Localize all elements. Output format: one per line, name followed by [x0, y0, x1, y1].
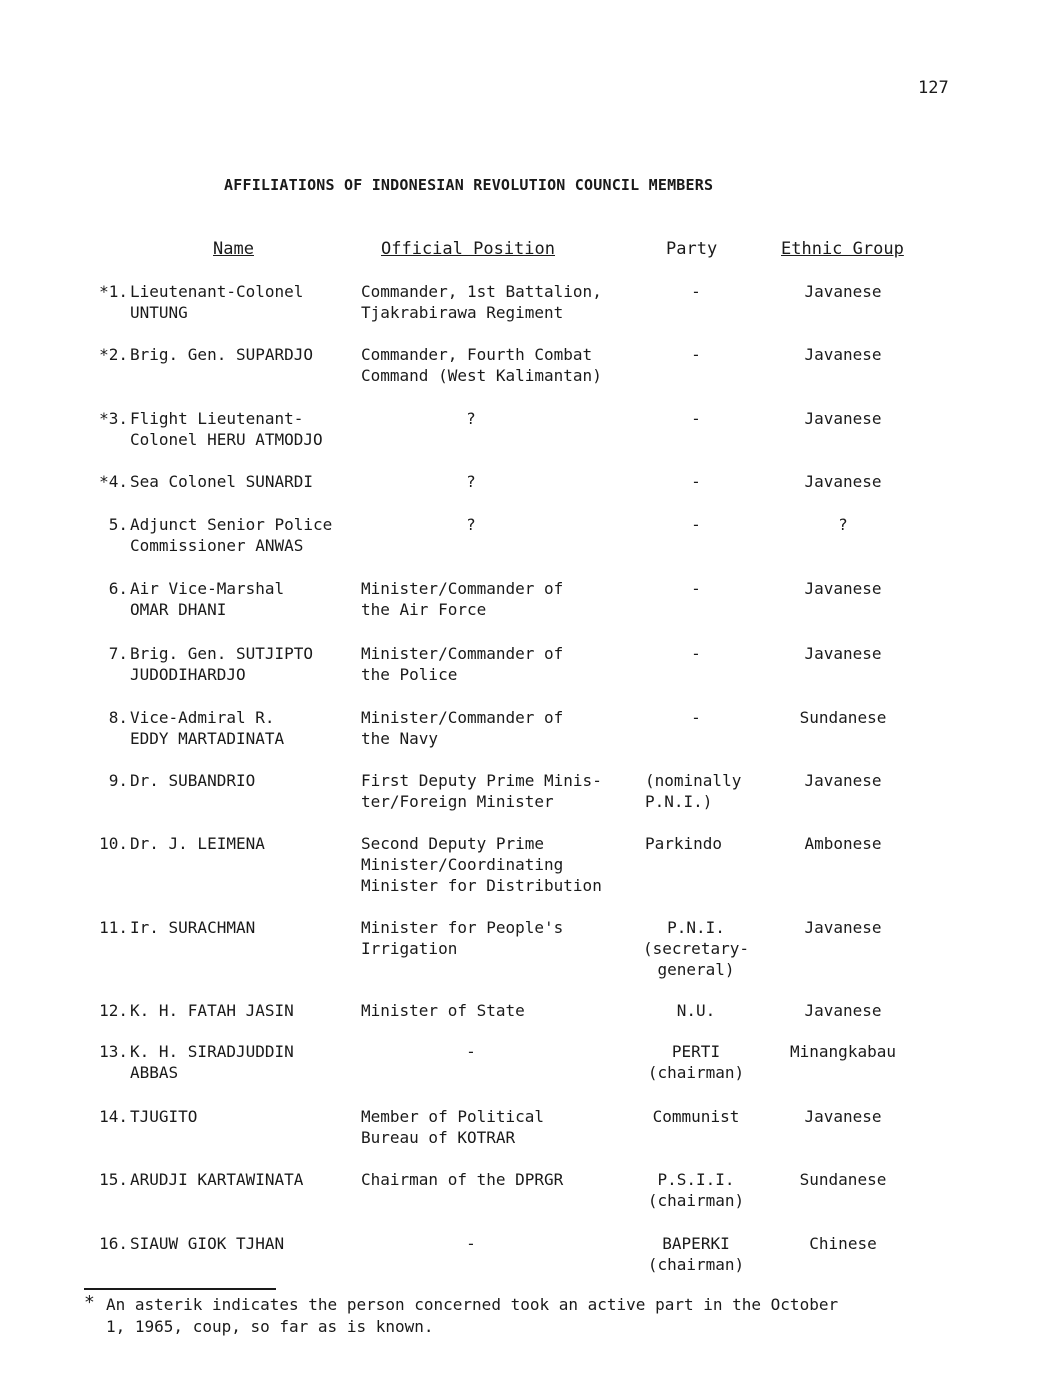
member-name: Lieutenant-Colonel UNTUNG — [130, 282, 304, 322]
party: - — [691, 282, 701, 301]
footnote-text: An asterik indicates the person concerned took an active part in the October 1, 1965, coup, so far as is known. — [106, 1295, 839, 1336]
official-position: Commander, Fourth Combat Command (West Kalimantan) — [361, 345, 602, 385]
page-number: 127 — [918, 78, 949, 98]
member-name: Flight Lieutenant- Colonel HERU ATMODJO — [130, 409, 323, 449]
party: BAPERKI (chairman) — [647, 1234, 745, 1274]
official-position: Minister/Commander of the Air Force — [361, 579, 564, 619]
ethnic-group: Javanese — [804, 918, 882, 937]
ethnic-group: Chinese — [809, 1234, 877, 1253]
party: - — [691, 345, 701, 364]
official-position: ? — [466, 472, 476, 491]
ethnic-group: Javanese — [804, 771, 882, 790]
ethnic-group: Javanese — [804, 1107, 882, 1126]
party: - — [691, 515, 701, 534]
footnote-asterisk: * — [84, 1292, 95, 1313]
row-number: *3. — [99, 409, 128, 428]
document-title: AFFILIATIONS OF INDONESIAN REVOLUTION COUNCIL MEMBERS — [224, 176, 714, 194]
official-position: Minister/Commander of the Navy — [361, 708, 564, 748]
member-name: TJUGITO — [130, 1107, 198, 1126]
member-name: Adjunct Senior Police Commissioner ANWAS — [130, 515, 333, 555]
member-name: Air Vice-Marshal OMAR DHANI — [130, 579, 285, 619]
ethnic-group: Ambonese — [804, 834, 882, 853]
ethnic-group: ? — [838, 515, 848, 534]
ethnic-group: Sundanese — [799, 708, 887, 727]
row-number: 13. — [99, 1042, 128, 1061]
member-name: Vice-Admiral R. EDDY MARTADINATA — [130, 708, 285, 748]
member-name: K. H. SIRADJUDDIN ABBAS — [130, 1042, 294, 1082]
member-name: Ir. SURACHMAN — [130, 918, 256, 937]
member-name: Sea Colonel SUNARDI — [130, 472, 314, 491]
row-number: *4. — [99, 472, 128, 491]
official-position: Second Deputy Prime Minister/Coordinating Minister for Distribution — [361, 834, 602, 895]
row-number: 11. — [99, 918, 128, 937]
official-position: ? — [466, 409, 476, 428]
official-position: Member of Political Bureau of KOTRAR — [361, 1107, 545, 1147]
party: - — [691, 472, 701, 491]
ethnic-group: Minangkabau — [790, 1042, 896, 1061]
row-number: 9. — [108, 771, 128, 790]
row-number: 15. — [99, 1170, 128, 1189]
official-position: - — [466, 1234, 476, 1253]
row-number: *1. — [99, 282, 128, 301]
row-number: 7. — [108, 644, 128, 663]
row-number: 5. — [108, 515, 128, 534]
party: - — [691, 579, 701, 598]
member-name: Brig. Gen. SUPARDJO — [130, 345, 314, 364]
row-number: 16. — [99, 1234, 128, 1253]
party: (nominally P.N.I.) — [645, 771, 742, 811]
official-position: ? — [466, 515, 476, 534]
row-number: *2. — [99, 345, 128, 364]
ethnic-group: Sundanese — [799, 1170, 887, 1189]
row-number: 10. — [99, 834, 128, 853]
party: N.U. — [676, 1001, 716, 1020]
member-name: Dr. J. LEIMENA — [130, 834, 265, 853]
party: P.S.I.I. (chairman) — [647, 1170, 745, 1210]
official-position: Minister/Commander of the Police — [361, 644, 564, 684]
header-ethnic-group: Ethnic Group — [781, 239, 904, 259]
party: Communist — [652, 1107, 740, 1126]
footnote-rule — [84, 1288, 276, 1290]
official-position: Minister of State — [361, 1001, 525, 1020]
member-name: K. H. FATAH JASIN — [130, 1001, 294, 1020]
header-party: Party — [666, 239, 718, 259]
party: - — [691, 708, 701, 727]
header-official-position: Official Position — [381, 239, 555, 259]
ethnic-group: Javanese — [804, 644, 882, 663]
header-name: Name — [213, 239, 254, 259]
official-position: Commander, 1st Battalion, Tjakrabirawa Regiment — [361, 282, 602, 322]
member-name: ARUDJI KARTAWINATA — [130, 1170, 304, 1189]
row-number: 12. — [99, 1001, 128, 1020]
member-name: Dr. SUBANDRIO — [130, 771, 256, 790]
party: - — [691, 644, 701, 663]
ethnic-group: Javanese — [804, 579, 882, 598]
official-position: Chairman of the DPRGR — [361, 1170, 564, 1189]
party: PERTI (chairman) — [647, 1042, 745, 1082]
row-number: 8. — [108, 708, 128, 727]
official-position: - — [466, 1042, 476, 1061]
ethnic-group: Javanese — [804, 345, 882, 364]
ethnic-group: Javanese — [804, 472, 882, 491]
ethnic-group: Javanese — [804, 1001, 882, 1020]
official-position: First Deputy Prime Minis- ter/Foreign Minister — [361, 771, 602, 811]
ethnic-group: Javanese — [804, 409, 882, 428]
member-name: SIAUW GIOK TJHAN — [130, 1234, 285, 1253]
ethnic-group: Javanese — [804, 282, 882, 301]
party: P.N.I. (secretary- general) — [643, 918, 749, 979]
official-position: Minister for People's Irrigation — [361, 918, 564, 958]
party: - — [691, 409, 701, 428]
row-number: 6. — [108, 579, 128, 598]
party: Parkindo — [645, 834, 723, 853]
row-number: 14. — [99, 1107, 128, 1126]
member-name: Brig. Gen. SUTJIPTO JUDODIHARDJO — [130, 644, 314, 684]
